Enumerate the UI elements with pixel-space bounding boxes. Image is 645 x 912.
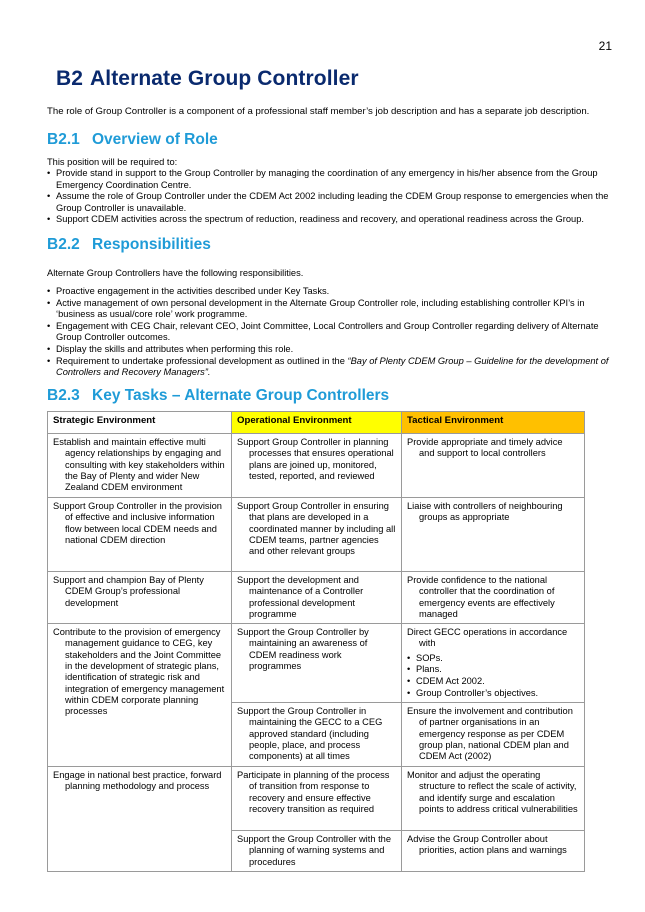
cell-text: Support and champion Bay of Plenty CDEM Group’s professional development bbox=[53, 575, 204, 608]
table-cell bbox=[402, 703, 585, 767]
overview-lead: This position will be required to: bbox=[47, 157, 178, 167]
responsibilities-number: B2.2 bbox=[47, 236, 80, 253]
key-tasks-title: Key Tasks – Alternate Group Controllers bbox=[92, 387, 390, 404]
table-cell bbox=[232, 831, 402, 872]
cell-text: Provide confidence to the national controller that the coordination of emergency events are effectively managed bbox=[407, 575, 555, 619]
table-cell bbox=[402, 831, 585, 872]
table-cell bbox=[232, 434, 402, 498]
table-cell bbox=[48, 434, 232, 498]
overview-heading bbox=[47, 131, 218, 149]
page-number: 21 bbox=[598, 39, 612, 53]
header-strategic: Strategic Environment bbox=[48, 412, 232, 434]
overview-bullets bbox=[47, 168, 619, 226]
table-cell bbox=[402, 434, 585, 498]
table-cell bbox=[402, 572, 585, 624]
cell-text: Establish and maintain effective multi agency relationships by engaging and consulting with key stakeholders within the Bay of Plenty and wider New Zealand CDEM environment bbox=[53, 437, 225, 493]
responsibilities-heading bbox=[47, 236, 211, 254]
table-cell bbox=[232, 703, 402, 767]
cell-text: Support the Group Controller by maintaining an awareness of CDEM readiness work programmes bbox=[237, 627, 369, 672]
responsibilities-bullets bbox=[47, 286, 619, 379]
responsibilities-lead: Alternate Group Controllers have the following responsibilities. bbox=[47, 268, 304, 278]
list-item-text: Requirement to undertake professional development as outlined in the bbox=[56, 355, 348, 366]
list-item: • Proactive engagement in the activities described under Key Tasks. bbox=[47, 286, 619, 298]
section-title: Alternate Group Controller bbox=[90, 67, 359, 90]
table-cell bbox=[48, 767, 232, 872]
list-item: • Group Controller’s objectives. bbox=[407, 688, 579, 700]
table-cell bbox=[232, 624, 402, 703]
intro-paragraph: The role of Group Controller is a component of a professional staff member’s job description and has a separate job description. bbox=[47, 106, 590, 117]
table-cell bbox=[402, 624, 585, 703]
overview-number: B2.1 bbox=[47, 131, 80, 148]
list-item: • Display the skills and attributes when performing this role. bbox=[47, 344, 619, 356]
cell-text: Support Group Controller in ensuring that plans are developed in a coordinated manner by including all CDEM teams, partner agencies and other relevant groups bbox=[237, 501, 396, 557]
cell-text: Liaise with controllers of neighbouring groups as appropriate bbox=[407, 501, 563, 523]
table-cell bbox=[48, 572, 232, 624]
section-heading bbox=[56, 67, 359, 91]
table-row bbox=[48, 624, 585, 703]
cell-text: Support Group Controller in the provision of effective and inclusive information flow between local CDEM needs and national CDEM direction bbox=[53, 501, 222, 545]
gecc-directives-list bbox=[407, 653, 579, 699]
cell-text: Ensure the involvement and contribution of partner organisations in an emergency response as per CDEM group plan, national CDEM plan and CDEM Act (2002) bbox=[407, 706, 573, 762]
list-item bbox=[47, 356, 619, 379]
cell-text: Provide appropriate and timely advice and support to local controllers bbox=[407, 437, 563, 459]
cell-text: Support Group Controller in planning processes that ensures operational plans are joined up, monitored, tested, reported, and reviewed bbox=[237, 437, 394, 481]
table-row bbox=[48, 572, 585, 624]
cell-text: Support the development and maintenance of a Controller professional development programme bbox=[237, 575, 364, 619]
list-item: • Assume the role of Group Controller under the CDEM Act 2002 including leading the CDEM Group response to emergencies when the Group Controller is unavailable. bbox=[47, 191, 619, 214]
responsibilities-title: Responsibilities bbox=[92, 236, 211, 253]
table-row bbox=[48, 767, 585, 831]
list-item: • Engagement with CEG Chair, relevant CEO, Joint Committee, Local Controllers and Group Controller regarding delivery of Alternate Group Controller outcomes. bbox=[47, 321, 619, 344]
cell-text: Participate in planning of the process of transition from response to recovery and ensure effective recovery transition as required bbox=[237, 770, 390, 815]
cell-text: Direct GECC operations in accordance with bbox=[407, 627, 568, 649]
cell-text: Contribute to the provision of emergency management guidance to CEG, key stakeholders and the Joint Committee in the development of strategic plans, identification of strategic risk and integration of emergency management within CDEM corporate planning processes bbox=[53, 627, 225, 717]
table-cell bbox=[48, 624, 232, 767]
table-cell bbox=[402, 498, 585, 572]
key-tasks-number: B2.3 bbox=[47, 387, 80, 404]
overview-title: Overview of Role bbox=[92, 131, 218, 148]
table-cell bbox=[232, 572, 402, 624]
list-item: • SOPs. bbox=[407, 653, 579, 665]
table-cell bbox=[232, 498, 402, 572]
table-header-row bbox=[48, 412, 585, 434]
table-row bbox=[48, 498, 585, 572]
guideline-reference: “Bay of Plenty CDEM Group – Guideline for the development of Controllers and Recovery Managers”. bbox=[56, 355, 609, 378]
list-item: • Provide stand in support to the Group Controller by managing the coordination of any emergency in his/her absence from the Group Emergency Coordination Centre. bbox=[47, 168, 619, 191]
table-cell bbox=[232, 767, 402, 831]
section-number: B2 bbox=[56, 67, 84, 90]
cell-text: Support the Group Controller with the planning of warning systems and procedures bbox=[237, 834, 391, 867]
cell-text: Monitor and adjust the operating structure to reflect the scale of activity, and identify surge and escalation points to address critical vulnerabilities bbox=[407, 770, 578, 815]
table-cell bbox=[48, 498, 232, 572]
header-operational: Operational Environment bbox=[232, 412, 402, 434]
key-tasks-table bbox=[47, 411, 585, 872]
list-item: • Plans. bbox=[407, 664, 579, 676]
table-row bbox=[48, 434, 585, 498]
cell-text: Advise the Group Controller about priorities, action plans and warnings bbox=[407, 834, 567, 856]
list-item: • Support CDEM activities across the spectrum of reduction, readiness and recovery, and operational readiness across the Group. bbox=[47, 214, 619, 226]
key-tasks-heading bbox=[47, 387, 389, 405]
cell-text: Support the Group Controller in maintaining the GECC to a CEG approved standard (including people, place, and process components) at all times bbox=[237, 706, 383, 762]
table-cell bbox=[402, 767, 585, 831]
list-item: • CDEM Act 2002. bbox=[407, 676, 579, 688]
list-item: • Active management of own personal development in the Alternate Group Controller role, including establishing controller KPI’s in ‘business as usual/core role’ work programme. bbox=[47, 298, 619, 321]
cell-text: Engage in national best practice, forward planning methodology and process bbox=[53, 770, 222, 792]
header-tactical: Tactical Environment bbox=[402, 412, 585, 434]
